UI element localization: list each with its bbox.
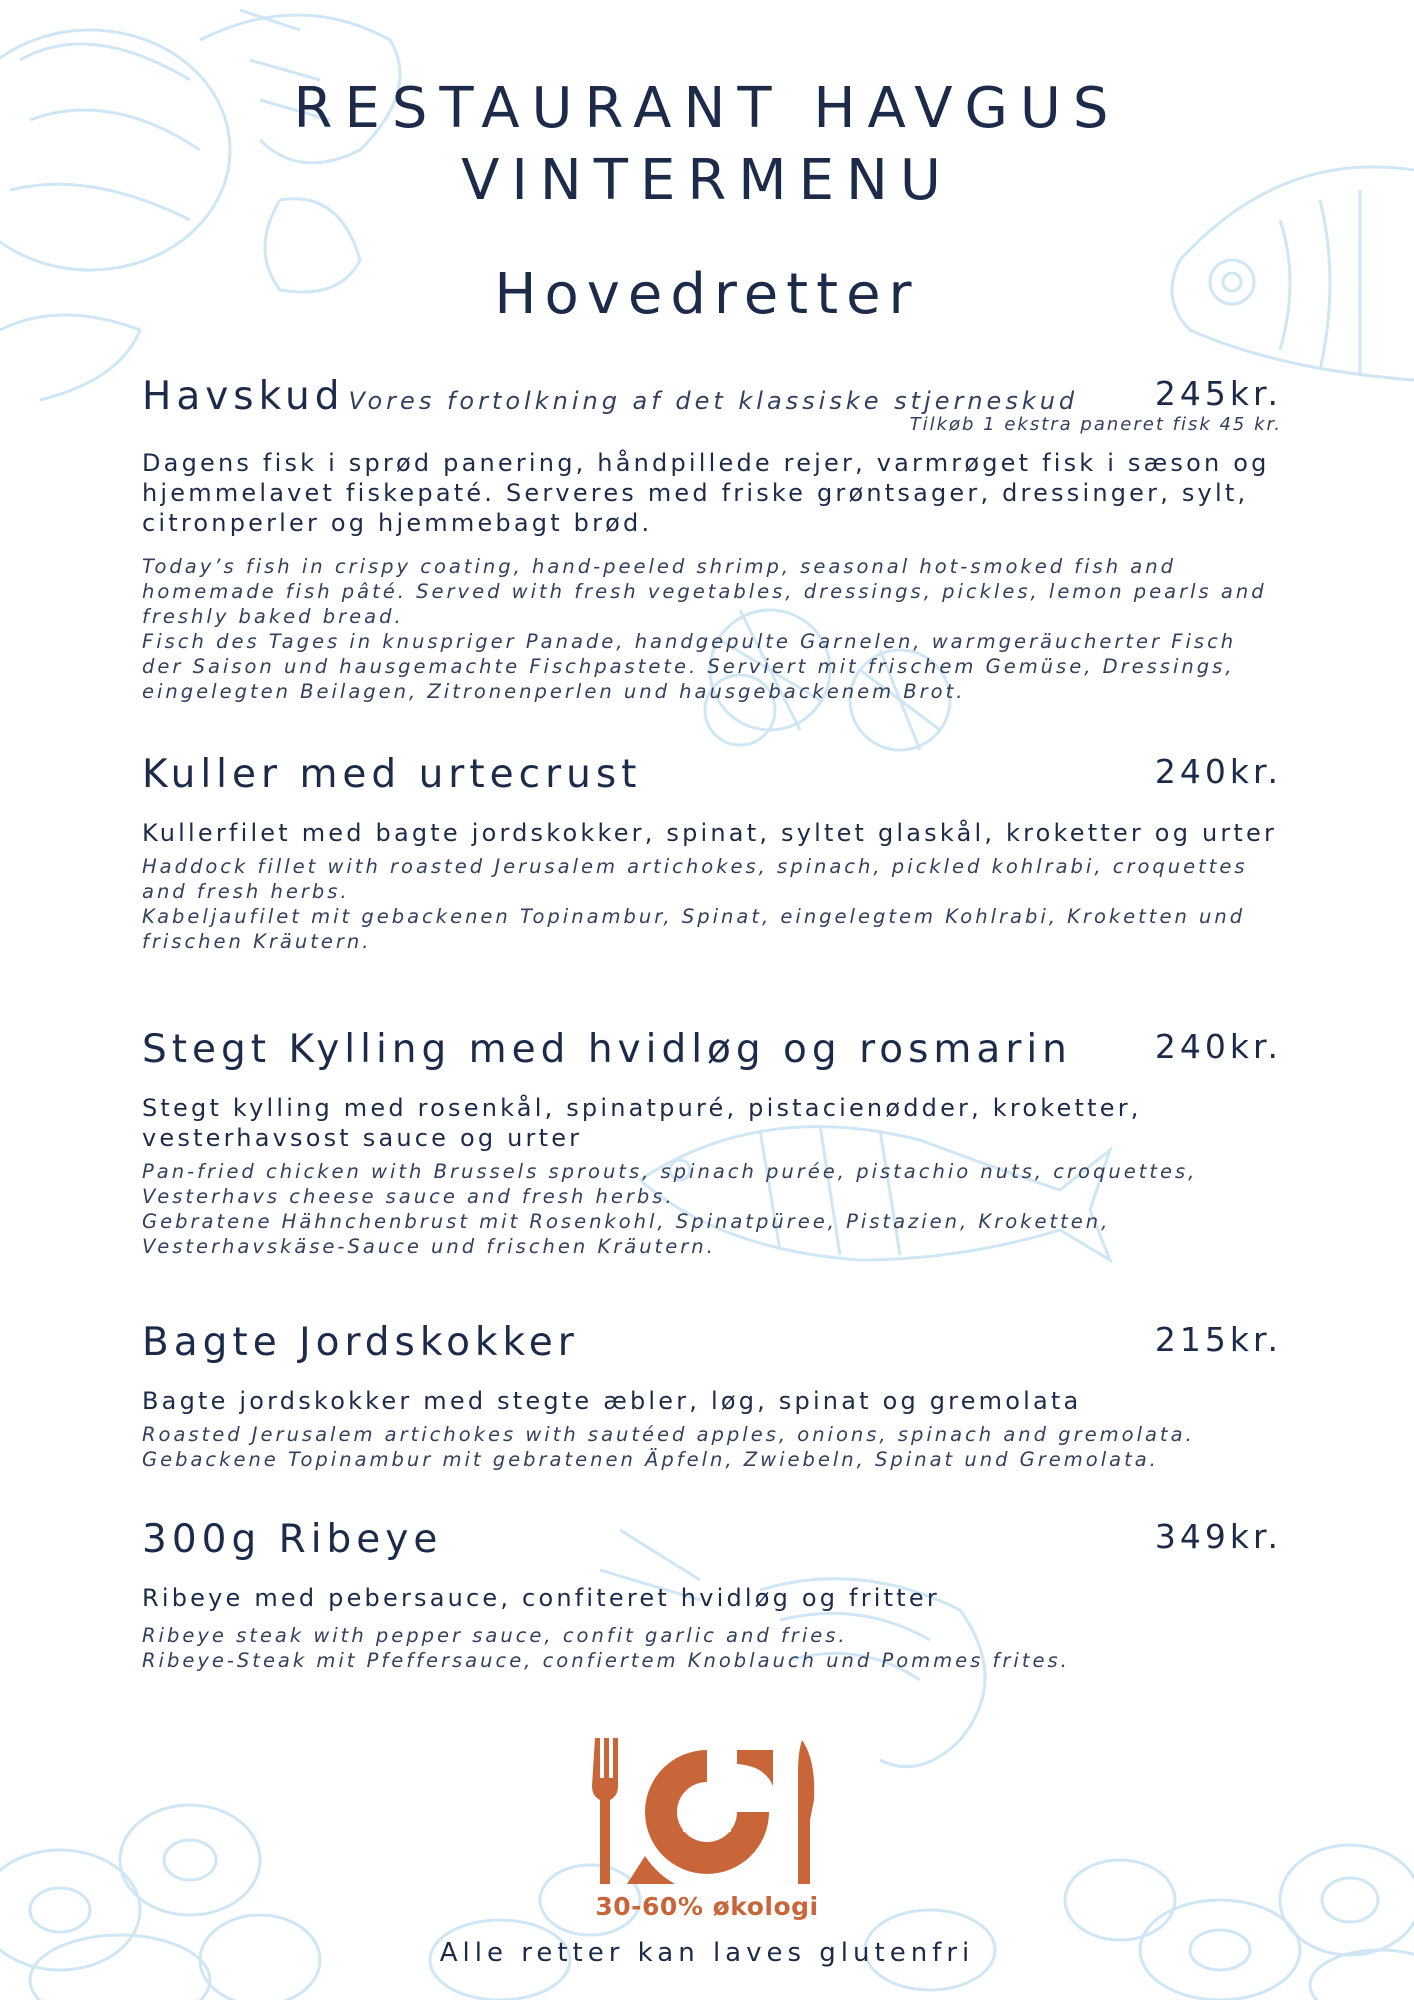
menu-item-header xyxy=(142,752,1282,806)
menu-item-price: 215kr. xyxy=(1154,1320,1282,1359)
menu-item-name: Havskud xyxy=(142,374,345,419)
menu-item-price: 245kr. xyxy=(1154,374,1282,413)
menu-item-header xyxy=(142,1517,1282,1571)
menu-item-name: Stegt Kylling med hvidløg og rosmarin xyxy=(142,1027,1072,1072)
menu-item-name: Kuller med urtecrust xyxy=(142,752,642,797)
menu-item-description-en: Pan-fried chicken with Brussels sprouts, spinach purée, pistachio nuts, croquettes, Vesterhavs cheese sauce and fresh herbs. xyxy=(142,1160,1198,1208)
organic-badge xyxy=(0,1736,1414,1892)
menu-item-price: 349kr. xyxy=(1154,1517,1282,1556)
gluten-free-note: Alle retter kan laves glutenfri xyxy=(439,1938,975,1968)
menu-item-description-en: Haddock fillet with roasted Jerusalem artichokes, spinach, pickled kohlrabi, croquettes and fresh herbs. xyxy=(142,855,1248,903)
restaurant-title: RESTAURANT HAVGUS xyxy=(293,76,1121,141)
menu-item-name: Bagte Jordskokker xyxy=(142,1320,579,1365)
organic-badge-icon xyxy=(587,1736,827,1888)
menu-item-price: 240kr. xyxy=(1154,1027,1282,1066)
menu-item xyxy=(142,1027,1282,1259)
menu-item-description-de: Kabeljaufilet mit gebackenen Topinambur, Spinat, eingelegtem Kohlrabi, Kroketten und frischen Kräutern. xyxy=(142,905,1246,953)
menu-item xyxy=(142,1517,1282,1673)
menu-item-header xyxy=(142,374,1282,435)
menu-item xyxy=(142,1320,1282,1472)
menu-item-description-da: Stegt kylling med rosenkål, spinatpuré, pistacienødder, kroketter, vesterhavsost sauce og urter xyxy=(142,1094,1142,1152)
menu-title: VINTERMENU xyxy=(461,148,953,213)
organic-badge-caption: 30-60% økologi xyxy=(595,1892,819,1921)
menu-item-description-de: Gebratene Hähnchenbrust mit Rosenkohl, Spinatpüree, Pistazien, Kroketten, Vesterhavskäse-Sauce und frischen Kräutern. xyxy=(142,1210,1111,1258)
section-title: Hovedretter xyxy=(494,262,920,327)
menu-item-description-da: Bagte jordskokker med stegte æbler, løg, spinat og gremolata xyxy=(142,1387,1082,1415)
menu-item-description-de: Gebackene Topinambur mit gebratenen Äpfeln, Zwiebeln, Spinat und Gremolata. xyxy=(142,1448,1159,1471)
menu-item-description-de: Ribeye-Steak mit Pfeffersauce, confiertem Knoblauch und Pommes frites. xyxy=(142,1649,1070,1672)
menu-item-description-en: Ribeye steak with pepper sauce, confit garlic and fries. xyxy=(142,1624,848,1647)
menu-item-description-en: Roasted Jerusalem artichokes with sautéed apples, onions, spinach and gremolata. xyxy=(142,1423,1195,1446)
menu-item-header xyxy=(142,1027,1282,1081)
menu-item xyxy=(142,374,1282,704)
menu-item-price: 240kr. xyxy=(1154,752,1282,791)
menu-item-name: 300g Ribeye xyxy=(142,1517,443,1562)
menu-item-description-da: Dagens fisk i sprød panering, håndpillede rejer, varmrøget fisk i sæson og hjemmelavet fiskepaté. Serveres med friske grøntsager, dressinger, sylt, citronperler og hjemmebagt brød. xyxy=(142,449,1270,537)
menu-item-description-en: Today’s fish in crispy coating, hand-peeled shrimp, seasonal hot-smoked fish and homemade fish pâté. Served with fresh vegetables, dressings, pickles, lemon pearls and freshly baked bread. xyxy=(142,555,1267,628)
menu-item-subtitle: Vores fortolkning af det klassiske stjerneskud xyxy=(348,387,1079,415)
menu-item-description-da: Kullerfilet med bagte jordskokker, spinat, syltet glaskål, kroketter og urter xyxy=(142,819,1278,847)
menu-item xyxy=(142,752,1282,954)
menu-item-description-de: Fisch des Tages in knuspriger Panade, handgepulte Garnelen, warmgeräucherter Fisch der Saison und hausgemachte Fischpastete. Serviert mit frischem Gemüse, Dressings, eingelegten Beilagen, Zitronenperlen und hausgebackenem Brot. xyxy=(142,630,1237,703)
menu-item-addon-note: Tilkøb 1 ekstra paneret fisk 45 kr. xyxy=(909,414,1282,435)
menu-item-header xyxy=(142,1320,1282,1374)
menu-item-description-da: Ribeye med pebersauce, confiteret hvidløg og fritter xyxy=(142,1584,940,1612)
